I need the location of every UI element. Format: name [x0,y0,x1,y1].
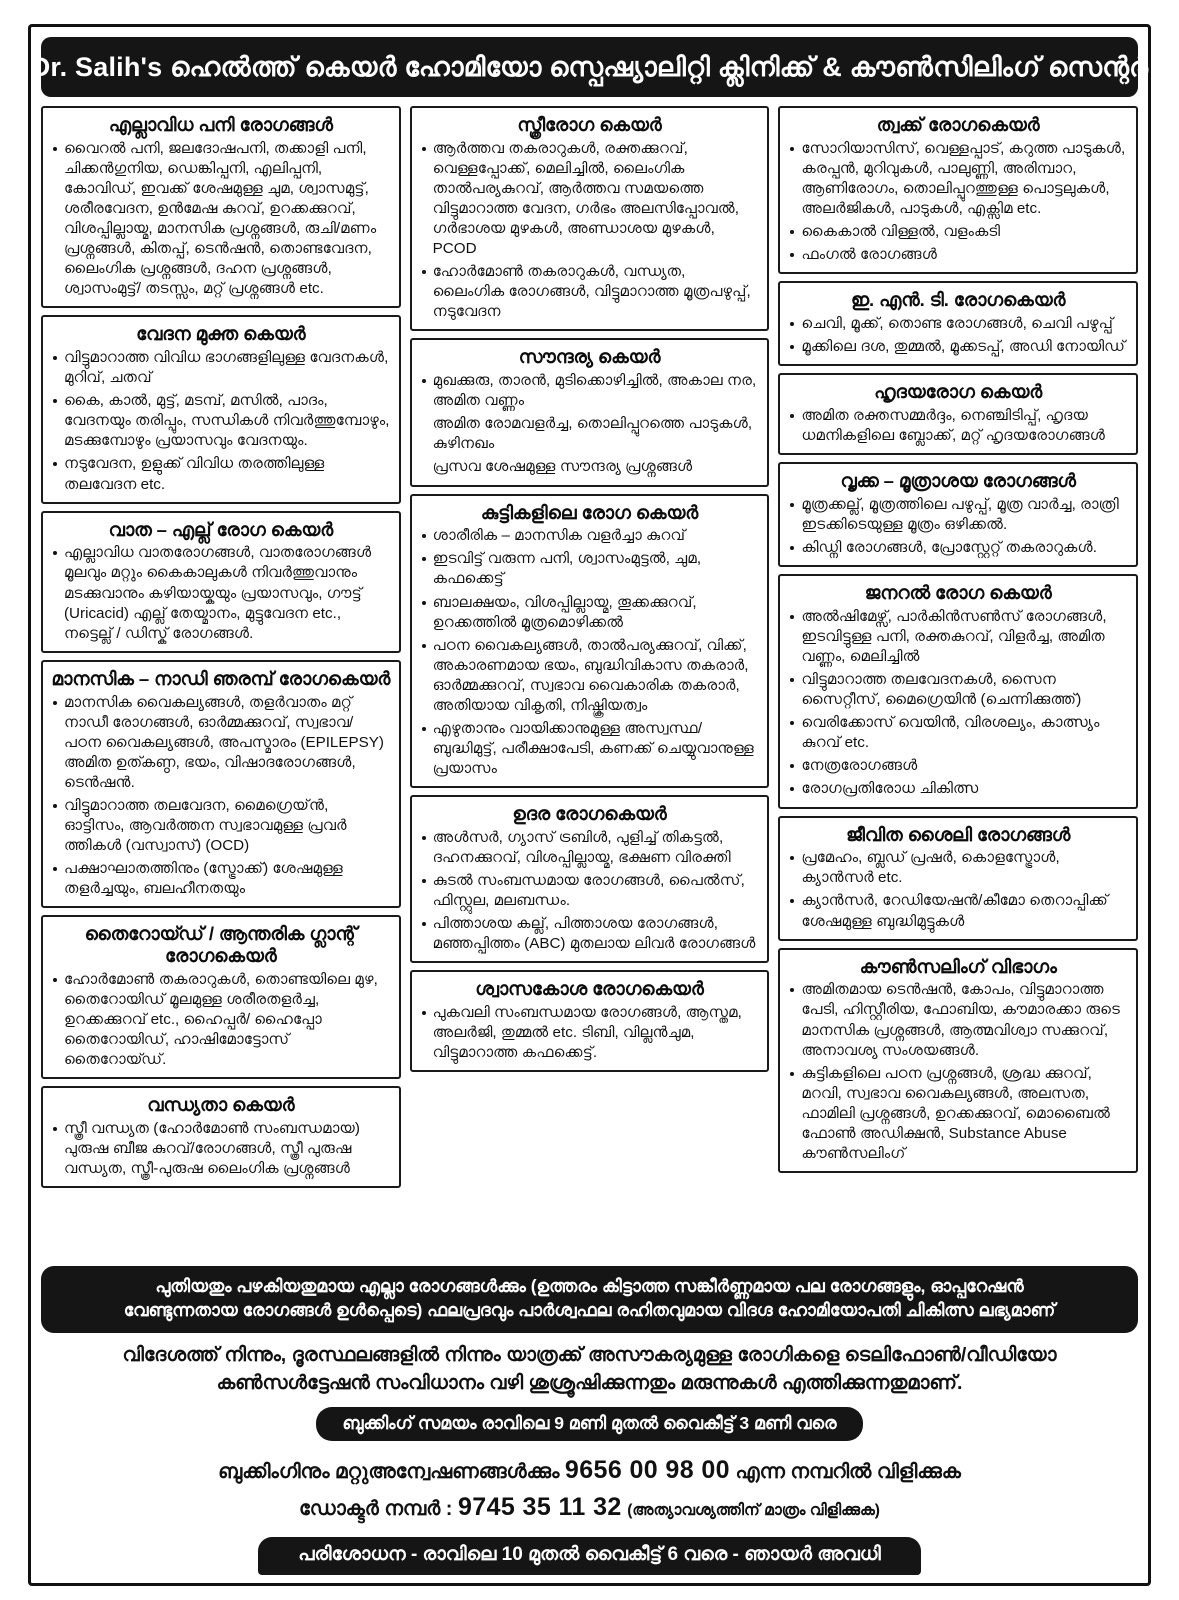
service-item: അമിത രോമവളർച്ച, തൊലിപ്പുറത്തെ പാടുകൾ, കുഴിനഖം [432,415,753,453]
service-card-title: വൃക്ക – മൂത്രാശയ രോഗങ്ങൾ [840,470,1076,492]
booking-phone-line [218,1452,961,1489]
service-card-title: എല്ലാവിധ പനി രോഗങ്ങൾ [108,114,333,135]
service-card-title: വന്ധ്യതാ കെയർ [147,1094,295,1116]
service-card-title: വേദന മുക്ത കെയർ [136,323,306,345]
service-item-list [788,848,1128,931]
service-item: ക്യാൻസർ, റേഡിയേഷൻ/കീമോ തെറാപ്പിക്ക് ശേഷമുള്ള ബുദ്ധിമുട്ടുകൾ [788,891,1128,931]
service-card-title: വാത – എല്ല് രോഗ കെയർ [108,518,334,540]
service-item: എല്ലാവിധ വാതരോഗങ്ങൾ, വാതരോഗങ്ങൾ മൂലവും മറ്റും കൈകാലുകൾ നിവർത്തുവാനും മടക്കുവാനും കഴിയായ്കയും പ്രയാസവും, ഗൗട്ട് (Uricacid) എല്ല് തേയ്മാനം, മുട്ടുവേദന etc., നട്ടെല്ല് / ഡിസ്ക് രോഗങ്ങൾ. [51,543,391,643]
service-card [778,281,1138,366]
service-card-title: ജനറൽ രോഗ കെയർ [864,582,1052,604]
service-item: വിട്ടുമാറാത്ത തലവേദന, മൈഗ്രെയ്ൻ, ഓട്ടിസം, ആവർത്തന സ്വഭാവമുള്ള പ്രവർ ത്തികൾ (വസ്വാസ്) (OCD) [51,796,391,856]
doctor-phone-number[interactable]: 9745 35 11 32 [457,1493,622,1522]
service-card-title: ജീവിത ശൈലി രോഗങ്ങൾ [846,823,1071,845]
service-item: വെരിക്കോസ് വെയിൻ, വിരശല്യം, കാത്സ്യം കുറവ് etc. [788,713,1128,753]
treatment-availability-banner [41,1266,1138,1333]
service-card [778,373,1138,455]
poster-frame [28,24,1151,1586]
service-item: അമിത രക്തസമ്മർദ്ദം, നെഞ്ചിടിപ്പ്, ഹൃദയ ധമനികളിലെ ബ്ലോക്ക്, മറ്റ് ഹൃദയരോഗങ്ങൾ [788,406,1128,446]
service-item: ബാലക്ഷയം, വിശപ്പില്ലായ്മ, തൂക്കക്കുറവ്, ഉറക്കത്തിൽ മൂത്രമൊഴിക്കൽ [420,593,760,633]
service-card [778,948,1138,1173]
service-item: ശാരീരിക – മാനസിക വളർച്ചാ കുറവ് [420,526,760,546]
service-item-list [51,139,391,300]
booking-phone-prefix: ബുക്കിംഗിനും മറ്റുഅന്വേഷണങ്ങൾക്കും [218,1461,560,1484]
service-card-title: സൗന്ദര്യ കെയർ [518,346,661,368]
service-item: വിട്ടുമാറാത്ത വിവിധ ഭാഗങ്ങളിലുള്ള വേദനകൾ, മുറിവ്, ചതവ് [51,348,391,388]
note-line-2: കൺസൾട്ടേഷൻ സംവിധാനം വഴി ശുശ്രൂഷിക്കുന്നതും മരുന്നുകൾ എത്തിക്കുന്നതുമാണ്. [216,1371,963,1394]
service-item: നടുവേദന, ഉളുക്ക് വിവിധ തരത്തിലുള്ള തലവേദന etc. [51,454,391,494]
banner-line-1: പുതിയതും പഴകിയതുമായ എല്ലാ രോഗങ്ങൾക്കും (ഉത്തരം കിട്ടാത്ത സങ്കീർണ്ണമായ പല രോഗങ്ങളും, ഓപ്പറേഷൻ [155,1276,1024,1297]
service-item-list [420,1003,760,1063]
service-item: കുടൽ സംബന്ധമായ രോഗങ്ങൾ, പൈൽസ്, ഫിസ്റ്റുല, മലബന്ധം. [420,871,760,911]
service-item-list [51,543,391,643]
booking-time-pill: ബുക്കിംഗ് സമയം രാവിലെ 9 മണി മുതൽ വൈകീട്ട് 3 മണി വരെ [316,1407,862,1441]
service-item: അമിതമായ ടെൻഷൻ, കോപം, വിട്ടുമാറാത്ത പേടി, ഹിസ്റ്റീരിയ, ഫോബിയ, കൗമാരക്കാ രുടെ മാനസിക പ്രശ്നങ്ങൾ, ആത്മവിശ്വാ സക്കുറവ്, അനാവശ്യ സംശയങ്ങൾ. [788,980,1128,1060]
banner-line-2: വേണ്ടുന്നതായ രോഗങ്ങൾ ഉൾപ്പെടെ) ഫലപ്രദവും പാർശ്വഫല രഹിതവുമായ വിദഗ്ദ ഹോമിയോപതി ചികിത്സ ലഭ്യമാണ് [123,1300,1056,1321]
column-2 [410,106,770,1257]
service-item-list [420,139,760,323]
service-card [410,338,770,486]
service-item-list [788,314,1128,357]
service-item-list [51,970,391,1070]
service-card [41,106,401,308]
service-card-title: തൈറോയ്ഡ് / ആന്തരിക ഗ്ലാന്റ് രോഗകെയർ [84,923,358,967]
service-card [41,1086,401,1188]
service-card-title: കൗൺസലിംഗ് വിഭാഗം [859,955,1057,977]
service-card [410,106,770,331]
service-item-list [788,980,1128,1164]
service-item: ഇടവിട്ട് വരുന്ന പനി, ശ്വാസംമുട്ടൽ, ചുമ, കഫക്കെട്ട് [420,549,760,589]
service-item-list [51,693,391,900]
service-item: മാനസിക വൈകല്യങ്ങൾ, തളർവാതം മറ്റ് നാഡീ രോഗങ്ങൾ, ഓർമ്മക്കുറവ്, സ്വഭാവ/ പഠന വൈകല്യങ്ങൾ, അപസ്മാരം (EPILEPSY) അമിത ഉത്കണ്ഠ, ഭയം, വിഷാദരോഗങ്ങൾ, ടെൻഷൻ. [51,693,391,793]
service-item-list [420,371,760,477]
service-card [41,915,401,1079]
service-card-title: ഇ. എൻ. ടി. രോഗകെയർ [851,289,1066,311]
header-banner [30,37,1149,97]
booking-phone-suffix: എന്ന നമ്പറിൽ വിളിക്കുക [735,1461,961,1484]
service-card-title: ഹൃദയരോഗ കെയർ [874,381,1043,403]
service-item: ആർത്തവ തകരാറുകൾ, രക്തക്കുറവ്, വെള്ളപ്പോക്ക്, മെലിച്ചിൽ, ലൈംഗിക താൽപര്യകുറവ്, ആർത്തവ സമയത്തെ വിട്ടുമാറാത്ത വേദന, ഗർഭം അലസിപ്പോവൽ, ഗർഭാശയ മുഴകൾ, അണ്ഡാശയ മുഴകൾ, PCOD [420,139,760,259]
service-card-title: സ്ത്രീരോഗ കെയർ [517,114,662,135]
service-item: പിത്താശയ കല്ല്, പിത്താശയ രോഗങ്ങൾ, മഞ്ഞപ്പിത്തം (ABC) മുതലായ ലിവർ രോഗങ്ങൾ [420,914,760,954]
clinic-name-title: Dr. Salih's ഹെൽത്ത് കെയർ ഹോമിയോ സ്പെഷ്യാലിറ്റി ക്ലിനിക്ക് & കൗൺസിലിംഗ് സെന്റർ [30,51,1149,82]
services-columns [41,106,1138,1257]
service-item: പ്രസവ ശേഷമുള്ള സൗന്ദര്യ പ്രശ്നങ്ങൾ [432,458,693,476]
doctor-phone-line [218,1489,961,1526]
service-item: പുകവലി സംബന്ധമായ രോഗങ്ങൾ, ആസ്തമ, അലർജി, തുമ്മൽ etc. ടിബി, വില്ലൻചുമ, വിട്ടുമാറാത്ത കഫക്കെട്ട്. [420,1003,760,1063]
service-card-title: മാനസിക – നാഡി ഞരമ്പ് രോഗകെയർ [51,667,391,689]
teleconsultation-note [41,1342,1138,1397]
service-card [778,106,1138,274]
service-item: അൾസർ, ഗ്യാസ് ട്രബിൾ, പുളിച്ച് തികട്ടൽ, ദഹനക്കുറവ്, വിശപ്പില്ലായ്മ, ഭക്ഷണ വിരക്തി [420,828,760,868]
service-card-title: ഉദര രോഗകെയർ [512,803,667,825]
service-card-title: കുട്ടികളിലെ രോഗ കെയർ [480,501,699,523]
service-item: പക്ഷാഘാതത്തിനും (സ്ട്രോക്ക്) ശേഷമുള്ള തളർച്ചയും, ബലഹീനതയും [51,859,391,899]
service-item: സ്ത്രീ വന്ധ്യത (ഹോർമോൺ സംബന്ധമായ) പുരുഷ ബീജ കുറവ്/രോഗങ്ങൾ, സ്ത്രീ പുരുഷ വന്ധ്യത, സ്ത്രീ-പുരുഷ ലൈംഗിക പ്രശ്നങ്ങൾ [51,1119,391,1179]
service-item-list [51,1119,391,1179]
service-item-list [420,828,760,954]
service-item: കുട്ടികളിലെ പഠന പ്രശ്നങ്ങൾ, ശ്രദ്ധ ക്കുറവ്, മറവി, സ്വഭാവ വൈകല്യങ്ങൾ, അലസത, ഫാമിലി പ്രശ്നങ്ങൾ, ഉറക്കക്കുറവ്, മൊബൈൽ ഫോൺ അഡിക്ഷൻ, Substance Abuse കൗൺസലിംഗ് [788,1064,1128,1164]
service-item: മുഖക്കുരു, താരൻ, മുടിക്കൊഴിച്ചിൽ, അകാല നര, അമിത വണ്ണം [420,371,760,411]
poster-footer [41,1266,1138,1575]
booking-phone-number[interactable]: 9656 00 98 00 [564,1456,730,1485]
contact-numbers [218,1452,961,1526]
service-item: അൽഷിമേഴ്സ്, പാർകിൻസൺസ് രോഗങ്ങൾ, ഇടവിട്ടുള്ള പനി, രക്തകുറവ്, വിളർച്ച, അമിത വണ്ണം, മെലിച്ചിൽ [788,607,1128,667]
service-item: കൈകാൽ വിള്ളൽ, വളംകടി [788,222,1128,242]
service-item-list [788,406,1128,446]
service-item: ഹോർമോൺ തകരാറുകൾ, തൊണ്ടയിലെ മുഴ, തൈറോയിഡ് മൂലമുള്ള ശരീരതളർച്ച, ഉറക്കക്കുറവ് etc., ഹൈപ്പർ/ ഹൈപ്പോ തൈറോയിഡ്, ഹാഷിമോട്ടോസ് തൈറോയ്ഡ്. [51,970,391,1070]
service-item-list [788,607,1128,800]
consultation-hours-bar: പരിശോധന - രാവിലെ 10 മുതൽ വൈകീട്ട് 6 വരെ - ഞായർ അവധി [258,1537,921,1575]
service-item: മൂക്കിലെ ദശ, തുമ്മൽ, മൂക്കടപ്പ്, അഡി നോയിഡ് [788,337,1128,357]
service-card [41,315,401,503]
service-item-list [788,139,1128,265]
service-item: മൂത്രക്കല്ല്, മൂത്രത്തിലെ പഴുപ്പ്, മൂത്ര വാർച്ച, രാത്രി ഇടക്കിടെയുള്ള മൂത്രം ഒഴിക്കൽ. [788,495,1128,535]
service-item: സോറിയാസിസ്, വെള്ളപ്പാട്, കറുത്ത പാടുകൾ, കരപ്പൻ, മുറിവുകൾ, പാലുണ്ണി, അരിമ്പാറ, ആണിരോഗം, തൊലിപ്പുറത്തുള്ള പൊട്ടലുകൾ, അലർജികൾ, പാടുകൾ, എക്സിമ etc. [788,139,1128,219]
service-card [410,494,770,789]
doctor-phone-prefix: ഡോക്ടർ നമ്പർ : [299,1498,453,1521]
service-card [41,660,401,908]
service-card [410,970,770,1072]
service-card [410,795,770,963]
service-item: ഫംഗൽ രോഗങ്ങൾ [788,245,1128,265]
service-item: വിട്ടുമാറാത്ത തലവേദനകൾ, സൈന സൈറ്റീസ്, മൈഗ്രെയിൻ (ചെന്നിക്കുത്ത്) [788,670,1128,710]
service-item: കൈ, കാൽ, മുട്ട്, മടമ്പ്, മസിൽ, പാദം, വേദനയും തരിപ്പും, സന്ധികൾ നിവർത്തുമ്പോഴും, മടക്കുമ്പോഴും പ്രയാസവും വേദനയും. [51,391,391,451]
service-card [778,462,1138,567]
service-item: നേത്രരോഗങ്ങൾ [788,756,1128,776]
service-item-list [51,348,391,494]
service-item: ഹോർമോൺ തകരാറുകൾ, വന്ധ്യത, ലൈംഗിക രോഗങ്ങൾ, വിട്ടുമാറാത്ത മൂത്രപഴുപ്പ്, നടുവേദന [420,262,760,322]
service-item: എഴുതാനും വായിക്കാനുമുള്ള അസ്വസ്ഥ/ ബുദ്ധിമുട്ട്, പരീക്ഷാപേടി, കണക്ക് ചെയ്യുവാനുള്ള പ്രയാസം [420,719,760,779]
service-card-title: ത്വക്ക് രോഗകെയർ [876,114,1040,135]
service-card [778,816,1138,941]
service-item: രോഗപ്രതിരോധ ചികിത്സ [788,779,1128,799]
service-card [41,511,401,653]
service-item: വൈറൽ പനി, ജലദോഷപനി, തക്കാളി പനി, ചിക്കൻഗുനിയ, ഡെങ്കിപ്പനി, എലിപ്പനി, കോവിഡ്, ഇവക്ക് ശേഷമുള്ള ചുമ, ശ്വാസമുട്ട്, ശരീരവേദന, ഉൻമേഷ കുറവ്, ഉറക്കക്കുറവ്, വിശപ്പില്ലായ്മ, മാനസിക പ്രശ്നങ്ങൾ, രുചി/മണം പ്രശ്നങ്ങൾ, കിതപ്പ്, ടെൻഷൻ, തൊണ്ടവേദന, ലൈംഗിക പ്രശ്നങ്ങൾ, ദഹന പ്രശ്നങ്ങൾ, ശ്വാസംമുട്ട്/ തടസ്സം, മറ്റ് പ്രശ്നങ്ങൾ etc. [51,139,391,300]
service-item: പ്രമേഹം, ബ്ലഡ് പ്രഷർ, കൊളസ്ട്രോൾ, ക്യാൻസർ etc. [788,848,1128,888]
doctor-phone-suffix: (അത്യാവശ്യത്തിന് മാത്രം വിളിക്കുക) [627,1502,880,1520]
service-item-list [420,526,760,779]
service-item-list [788,495,1128,558]
service-card-title: ശ്വാസകോശ രോഗകെയർ [475,978,704,1000]
service-card [778,574,1138,808]
service-item: ചെവി, മൂക്ക്, തൊണ്ട രോഗങ്ങൾ, ചെവി പഴുപ്പ് [788,314,1128,334]
note-line-1: വിദേശത്ത് നിന്നും, ദൂരസ്ഥലങ്ങളിൽ നിന്നും യാത്രക്ക് അസൗകര്യമുള്ള രോഗികളെ ടെലിഫോൺ/വീഡിയോ [122,1343,1057,1366]
column-3 [778,106,1138,1257]
column-1 [41,106,401,1257]
service-item: കിഡ്നി രോഗങ്ങൾ, പ്രോസ്റ്റേറ്റ് തകരാറുകൾ. [788,538,1128,558]
service-item: പഠന വൈകല്യങ്ങൾ, താൽപര്യക്കുറവ്, വിക്ക്, അകാരണമായ ഭയം, ബുദ്ധിവികാസ തകരാർ, ഓർമ്മക്കുറവ്, സ്വഭാവ വൈകാരിക തകരാർ, അതിയായ വികൃതി, നിഷ്ക്രിയത്വം [420,636,760,716]
